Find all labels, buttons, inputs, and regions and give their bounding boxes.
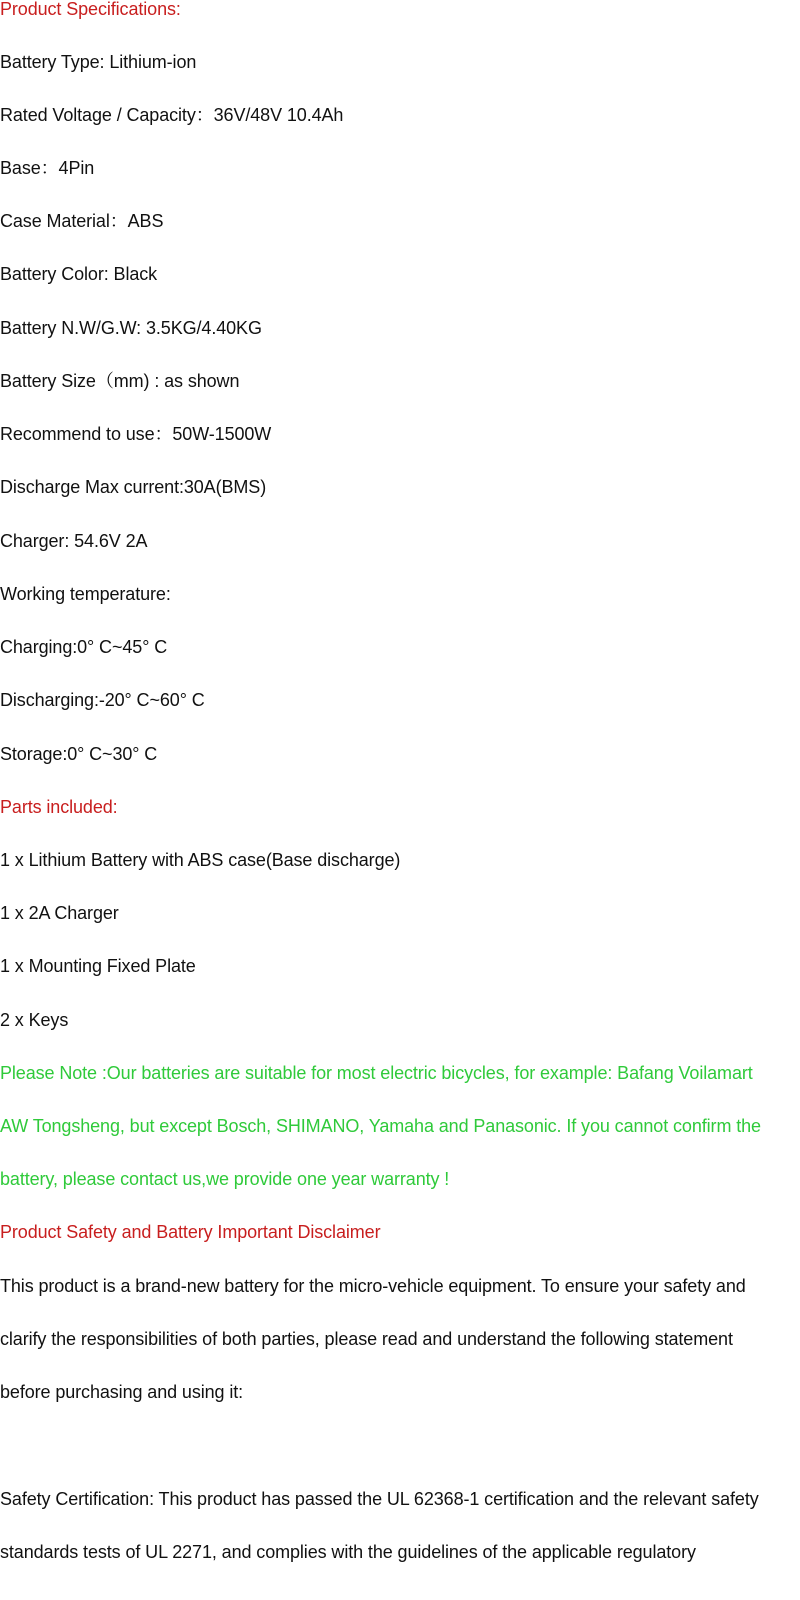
product-specifications-heading: Product Specifications: xyxy=(0,0,181,19)
safety-certification-line: standards tests of UL 2271, and complies with the guidelines of the applicable regulatory xyxy=(0,1542,696,1562)
disclaimer-intro-line: before purchasing and using it: xyxy=(0,1382,244,1402)
spec-storage-temperature: Storage:0° C~30° C xyxy=(0,744,158,764)
compatibility-note-line: AW Tongsheng, but except Bosch, SHIMANO, Yamaha and Panasonic. If you cannot confirm the xyxy=(0,1116,761,1136)
compatibility-note-line: Please Note :Our batteries are suitable for most electric bicycles, for example: Bafang Voilamart xyxy=(0,1063,753,1083)
part-charger: 1 x 2A Charger xyxy=(0,903,119,923)
spec-recommended-use: Recommend to use：50W-1500W xyxy=(0,424,272,444)
part-lithium-battery: 1 x Lithium Battery with ABS case(Base discharge) xyxy=(0,850,401,870)
safety-disclaimer-heading: Product Safety and Battery Important Disclaimer xyxy=(0,1222,381,1242)
disclaimer-intro-line: clarify the responsibilities of both parties, please read and understand the following statement xyxy=(0,1329,733,1349)
part-keys: 2 x Keys xyxy=(0,1010,69,1030)
spec-discharging-temperature: Discharging:-20° C~60° C xyxy=(0,690,205,710)
spec-base: Base：4Pin xyxy=(0,158,95,178)
compatibility-note-line: battery, please contact us,we provide one year warranty ! xyxy=(0,1169,450,1189)
safety-certification-line: Safety Certification: This product has passed the UL 62368-1 certification and the relevant safety xyxy=(0,1489,759,1509)
spec-battery-type: Battery Type: Lithium-ion xyxy=(0,52,197,72)
spec-discharge-max-current: Discharge Max current:30A(BMS) xyxy=(0,477,267,497)
spec-working-temperature: Working temperature: xyxy=(0,584,171,604)
spec-charging-temperature: Charging:0° C~45° C xyxy=(0,637,168,657)
spec-battery-size: Battery Size（mm) : as shown xyxy=(0,371,240,391)
disclaimer-intro-line: This product is a brand-new battery for the micro-vehicle equipment. To ensure your safety and xyxy=(0,1276,746,1296)
spec-rated-voltage-capacity: Rated Voltage / Capacity：36V/48V 10.4Ah xyxy=(0,105,344,125)
parts-included-heading: Parts included: xyxy=(0,797,118,817)
part-mounting-plate: 1 x Mounting Fixed Plate xyxy=(0,956,196,976)
spec-case-material: Case Material：ABS xyxy=(0,211,164,231)
spec-battery-color: Battery Color: Black xyxy=(0,264,158,284)
spec-battery-weight: Battery N.W/G.W: 3.5KG/4.40KG xyxy=(0,318,262,338)
spec-charger: Charger: 54.6V 2A xyxy=(0,531,148,551)
